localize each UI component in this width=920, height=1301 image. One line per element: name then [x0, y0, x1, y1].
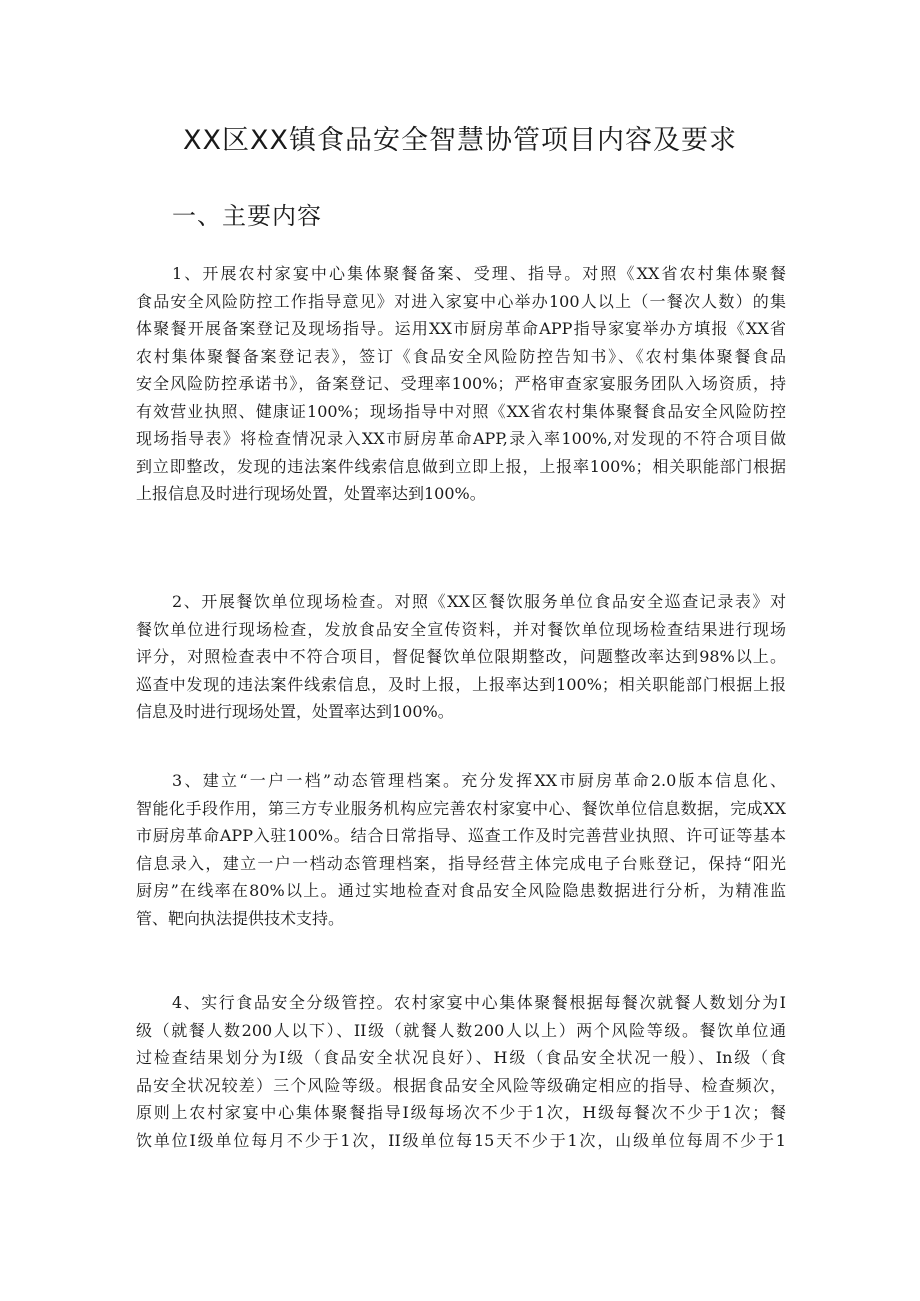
paragraph-line: 级（就餐人数200人以下）、II级（就餐人数200人以上）两个风险等级。餐饮单位通	[136, 1020, 786, 1040]
document-title: XX区XX镇食品安全智慧协管项目内容及要求	[183, 125, 737, 156]
paragraph-line: 品安全状况较差）三个风险等级。根据食品安全风险等级确定相应的指导、检查频次，	[136, 1075, 786, 1095]
paragraph-line: 厨房”在线率在80%以上。通过实地检查对食品安全风险隐患数据进行分析，为精准监	[136, 881, 786, 900]
paragraph-line: 2、开展餐饮单位现场检查。对照《XX区餐饮服务单位食品安全巡查记录表》对	[172, 592, 786, 611]
paragraph-line: 4、实行食品安全分级管控。农村家宴中心集体聚餐根据每餐次就餐人数划分为I	[172, 993, 786, 1012]
paragraph-line: 智能化手段作用，第三方专业服务机构应完善农村家宴中心、餐饮单位信息数据，完成XX	[136, 798, 786, 818]
paragraph-line: 3、建立“一户一档”动态管理档案。充分发挥XX市厨房革命2.0版本信息化、	[172, 771, 786, 790]
paragraph-line: 饮单位I级单位每月不少于1次，II级单位每15天不少于1次，山级单位每周不少于1	[136, 1130, 786, 1150]
paragraph-line: 有效营业执照、健康证100%；现场指导中对照《XX省农村集体聚餐食品安全风险防控	[136, 401, 786, 421]
paragraph-line: 农村集体聚餐备案登记表》，签订《食品安全风险防控告知书》、《农村集体聚餐食品	[136, 346, 786, 366]
paragraph-line: 现场指导表》将检查情况录入XX市厨房革命APP,录入率100%,对发现的不符合项目做	[136, 429, 786, 448]
paragraph-line: 餐饮单位进行现场检查，发放食品安全宣传资料，并对餐饮单位现场检查结果进行现场	[136, 619, 786, 639]
section-heading: 一、主要内容	[172, 202, 322, 230]
paragraph-line: 信息录入，建立一户一档动态管理档案，指导经营主体完成电子台账登记，保持“阳光	[136, 853, 786, 873]
paragraph-line: 安全风险防控承诺书》，备案登记、受理率100%；严格审查家宴服务团队入场资质，持	[136, 374, 786, 393]
paragraph-line: 体聚餐开展备案登记及现场指导。运用XX市厨房革命APP指导家宴举办方填报《XX省	[136, 319, 786, 338]
paragraph-line: 过检查结果划分为I级（食品安全状况良好）、H级（食品安全状况一般）、In级（食	[136, 1048, 786, 1067]
paragraph-line: 评分，对照检查表中不符合项目，督促餐饮单位限期整改，问题整改率达到98%以上。	[136, 647, 786, 666]
paragraph-line: 上报信息及时进行现场处置，处置率达到100%。	[136, 484, 486, 503]
paragraph-line: 原则上农村家宴中心集体聚餐指导I级每场次不少于1次，H级每餐次不少于1次；餐	[136, 1103, 786, 1122]
paragraph-line: 信息及时进行现场处置，处置率达到100%。	[136, 702, 454, 721]
paragraph-line: 到立即整改，发现的违法案件线索信息做到立即上报，上报率100%；相关职能部门根据	[136, 456, 786, 476]
paragraph-line: 巡查中发现的违法案件线索信息，及时上报，上报率达到100%；相关职能部门根据上报	[136, 674, 786, 694]
paragraph-line: 管、靶向执法提供技术支持。	[136, 908, 345, 928]
paragraph-line: 市厨房革命APP入驻100%。结合日常指导、巡查工作及时完善营业执照、许可证等基本	[136, 826, 786, 845]
paragraph-line: 食品安全风险防控工作指导意见》对进入家宴中心举办100人以上（一餐次人数）的集	[136, 291, 786, 311]
paragraph-line: 1、开展农村家宴中心集体聚餐备案、受理、指导。对照《XX省农村集体聚餐	[172, 264, 786, 283]
